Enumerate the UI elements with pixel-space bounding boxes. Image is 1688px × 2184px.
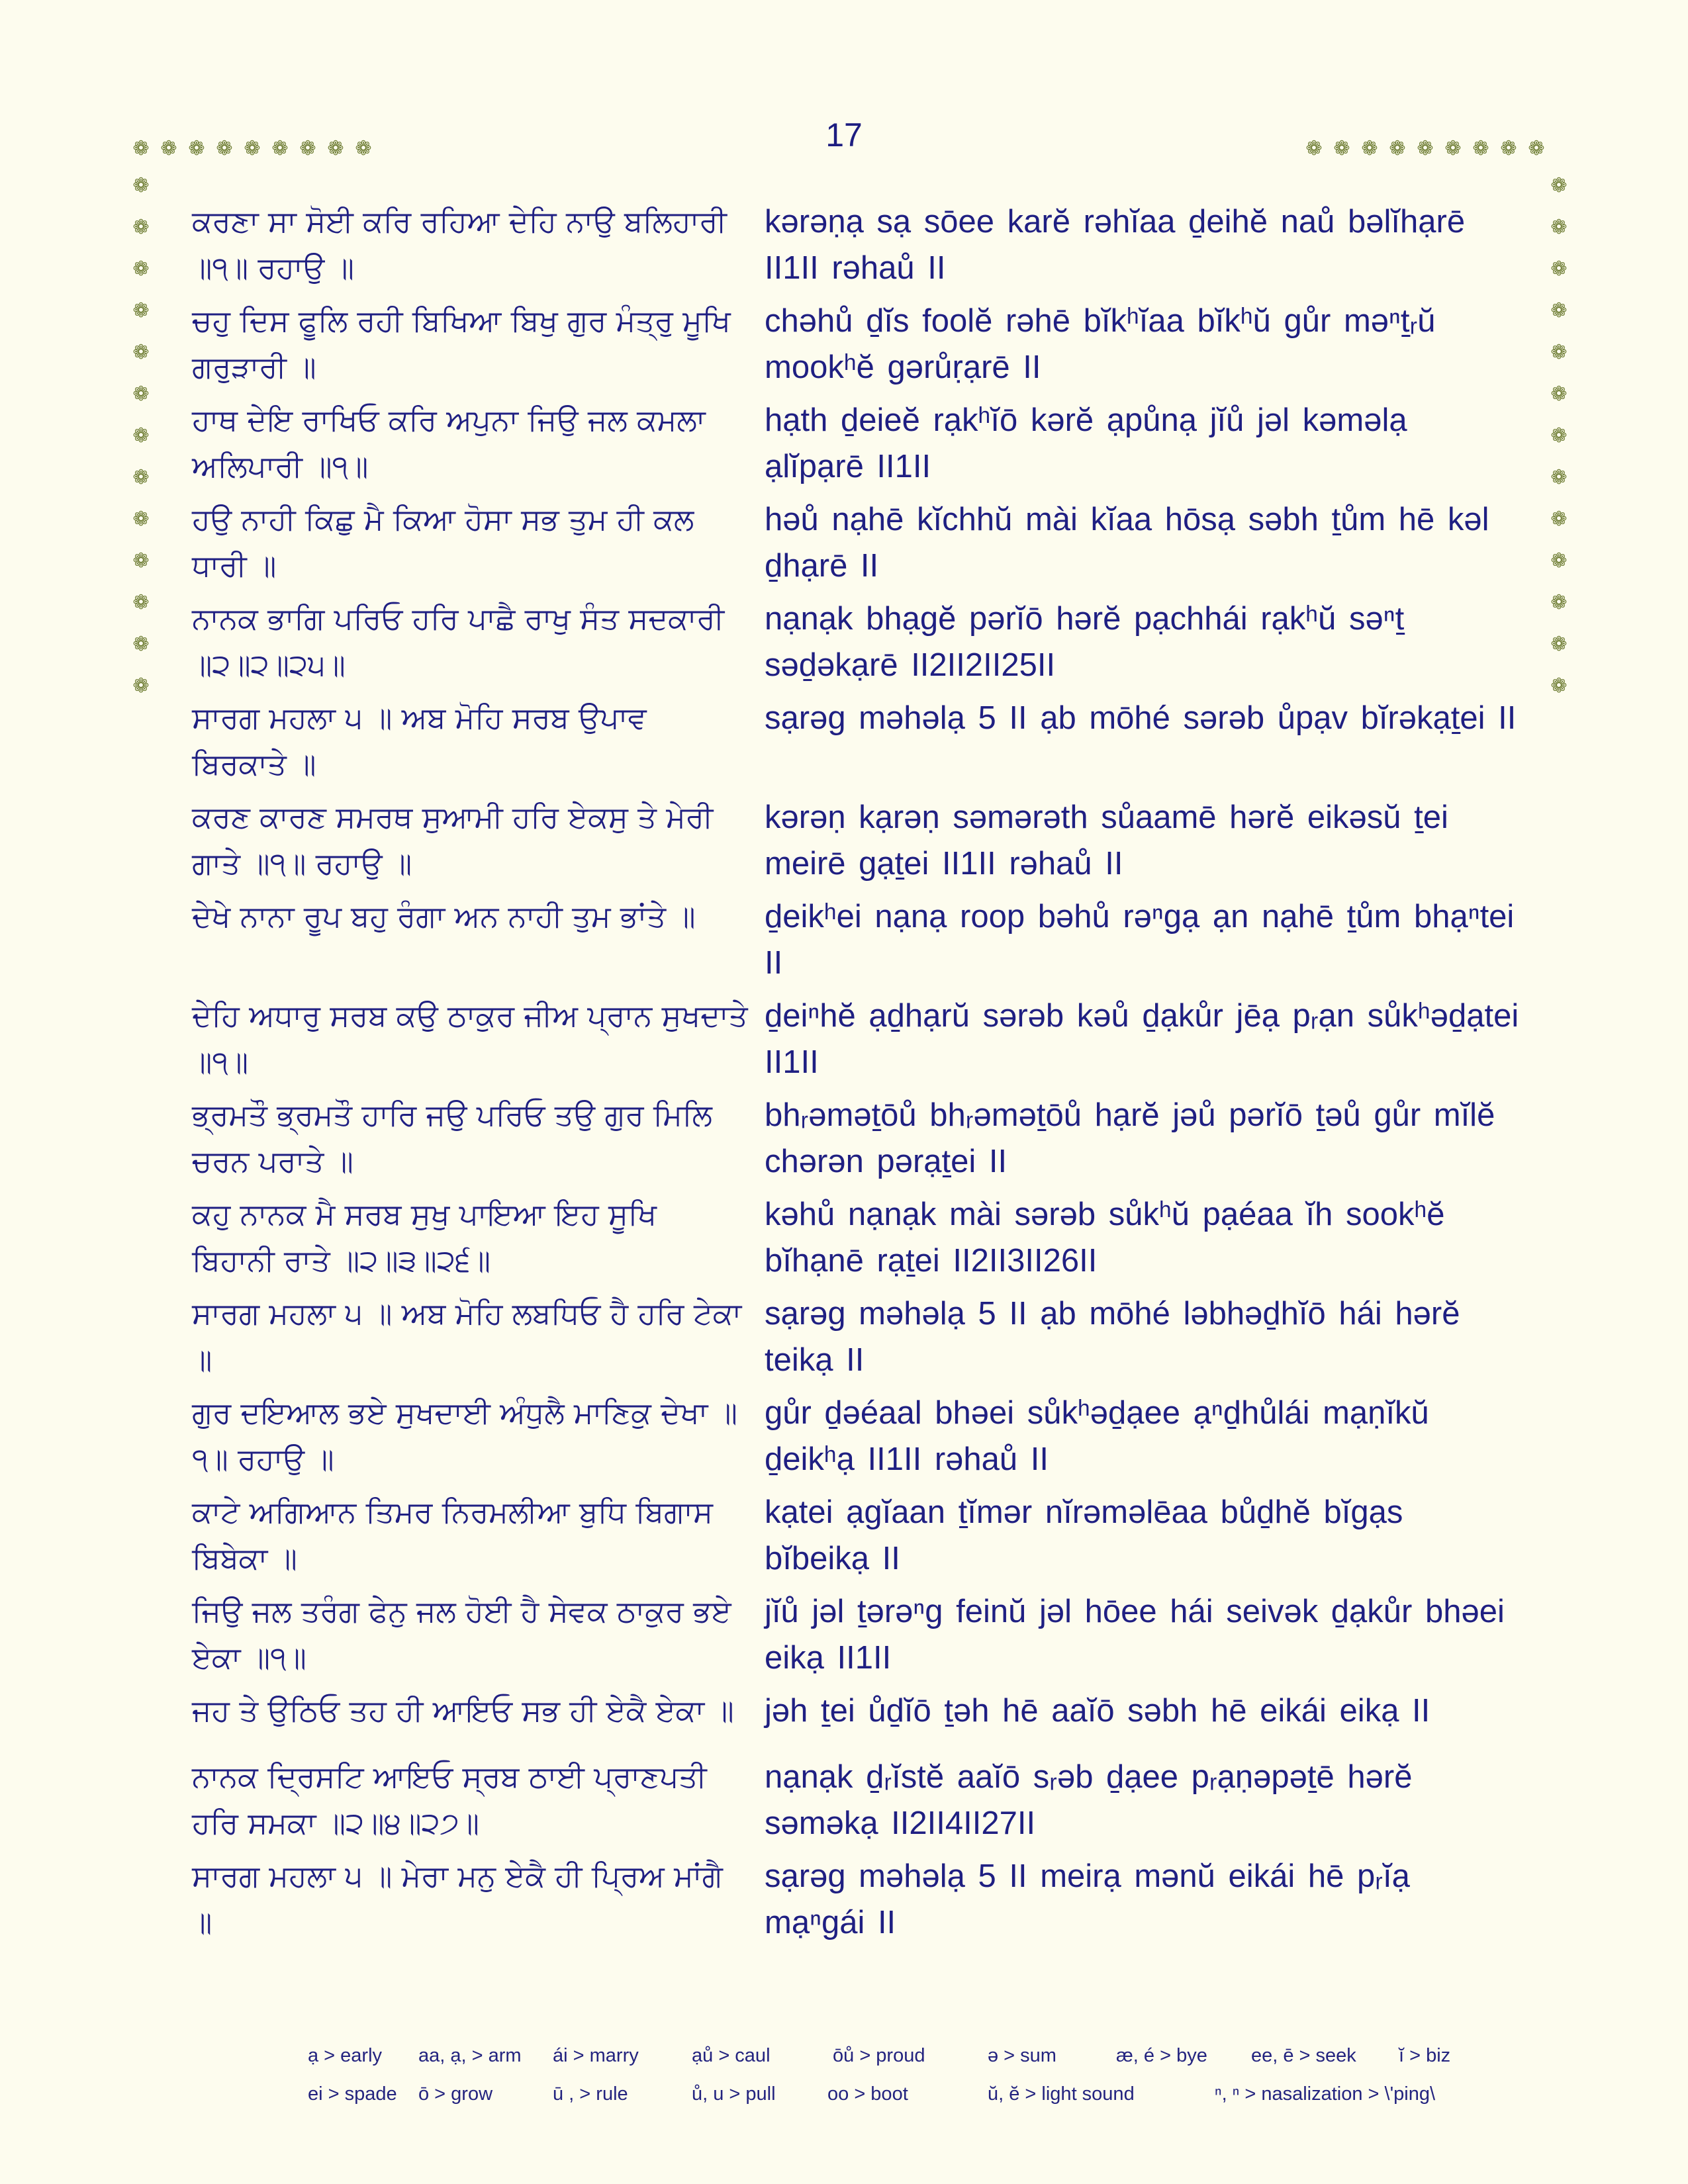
gurmukhi-line: ਜਿਉ ਜਲ ਤਰੰਗ ਫੇਨੁ ਜਲ ਹੋਈ ਹੈ ਸੇਵਕ ਠਾਕੁਰ ਭਏ ਏਕਾ ॥੧॥ [192, 1594, 741, 1675]
flower-icon: ❁ [327, 137, 344, 160]
legend-item: ee, ē > seek [1251, 2045, 1356, 2066]
flower-icon: ❁ [1550, 674, 1568, 698]
flower-icon: ❁ [1550, 257, 1568, 281]
gurmukhi-line: ਕਰਣ ਕਾਰਣ ਸਮਰਥ ਸੁਆਮੀ ਹਰਿ ਏਕਸੁ ਤੇ ਮੇਰੀ ਗਾਤੇ ॥੧॥ ਰਹਾਉ ॥ [192, 799, 723, 881]
flower-icon: ❁ [1550, 216, 1568, 239]
flower-icon: ❁ [1550, 549, 1568, 572]
verse-row [0, 1191, 1688, 1291]
flower-icon: ❁ [132, 257, 150, 281]
flower-icon: ❁ [355, 137, 372, 160]
transliteration-line: jəh ṯei ůḏĭō ṯəh hē aaĭō səbh hē eikái eikạ II [765, 1693, 1430, 1729]
verse-row [0, 1489, 1688, 1588]
transliteration-line: ḏeiⁿhĕ ạḏhạrŭ sərəb kəů ḏạkůr jēạ pᵣạn sůkʰəḏạtei II1II [765, 998, 1519, 1080]
transliteration-line: gůr ḏəéaal bhəei sůkʰəḏạee ạⁿḏhůlái mạṇĭkŭ ḏeikʰạ II1II rəhaů II [765, 1395, 1429, 1477]
gurmukhi-line: ਸਾਰਗ ਮਹਲਾ ੫ ॥ ਅਬ ਮੋਹਿ ਲਬਧਿਓ ਹੈ ਹਰਿ ਟੇਕਾ ॥ [192, 1296, 751, 1377]
gurmukhi-line: ਭ੍ਰਮਤੌ ਭ੍ਰਮਤੌ ਹਾਰਿ ਜਉ ਪਰਿਓ ਤਉ ਗੁਰ ਮਿਲਿ ਚਰਨ ਪਰਾਤੇ ॥ [192, 1097, 722, 1179]
flower-icon: ❁ [132, 341, 150, 364]
gurmukhi-line: ਗੁਰ ਦਇਆਲ ਭਏ ਸੁਖਦਾਈ ਅੰਧੁਲੈ ਮਾਣਿਕੁ ਦੇਖਾ ॥੧॥ ਰਹਾਉ ॥ [192, 1395, 738, 1477]
gurmukhi-line: ਨਾਨਕ ਭਾਗਿ ਪਰਿਓ ਹਰਿ ਪਾਛੈ ਰਾਖੁ ਸੰਤ ਸਦਕਾਰੀ ॥੨॥੨॥੨੫॥ [192, 601, 734, 682]
page-number: 17 [825, 116, 863, 154]
flower-icon: ❁ [132, 383, 150, 406]
flower-icon: ❁ [1500, 137, 1517, 160]
flower-icon: ❁ [132, 549, 150, 572]
transliteration-line: kəhů nạnạk mài sərəb sůkʰŭ pạéaa ĭh sookʰĕ bĭhạnē rạṯei II2II3II26II [765, 1197, 1445, 1279]
flower-icon: ❁ [132, 299, 150, 322]
flower-icon: ❁ [188, 137, 205, 160]
legend-item: ạů > caul [692, 2045, 771, 2066]
flower-icon: ❁ [1528, 137, 1545, 160]
flower-icon: ❁ [1550, 383, 1568, 406]
transliteration-line: nạnạk ḏᵣĭstĕ aaĭō sᵣəb ḏạee pᵣạṇəpəṯē hərĕ səməkạ II2II4II27II [765, 1759, 1413, 1841]
flower-icon: ❁ [132, 424, 150, 447]
gurmukhi-line: ਕਰਣਾ ਸਾ ਸੋਈ ਕਰਿ ਰਹਿਆ ਦੇਹਿ ਨਾਉ ਬਲਿਹਾਰੀ ॥੧॥ ਰਹਾਉ ॥ [192, 204, 737, 285]
flower-icon: ❁ [1361, 137, 1378, 160]
gurmukhi-line: ਹਾਥ ਦੇਇ ਰਾਖਿਓ ਕਰਿ ਅਪੁਨਾ ਜਿਉ ਜਲ ਕਮਲਾ ਅਲਿਪਾਰੀ ॥੧॥ [192, 402, 715, 484]
flower-icon: ❁ [132, 216, 150, 239]
legend-item: ōů > proud [833, 2045, 925, 2066]
gurmukhi-line: ਦੇਹਿ ਅਧਾਰੁ ਸਰਬ ਕਉ ਠਾਕੁਰ ਜੀਅ ਪ੍ਰਾਨ ਸੁਖਦਾਤੇ ॥੧॥ [192, 998, 757, 1079]
legend-item: ĭ > biz [1399, 2045, 1451, 2066]
verse-row [0, 1853, 1688, 1952]
flower-icon: ❁ [132, 674, 150, 698]
gurmukhi-line: ਹਉ ਨਾਹੀ ਕਿਛੁ ਮੈ ਕਿਆ ਹੋਸਾ ਸਭ ਤੁਮ ਹੀ ਕਲ ਧਾਰੀ ॥ [192, 502, 704, 583]
gurmukhi-line: ਕਹੁ ਨਾਨਕ ਮੈ ਸਰਬ ਸੁਖੁ ਪਾਇਆ ਇਹ ਸੂਖਿ ਬਿਹਾਨੀ ਰਾਤੇ ॥੨॥੩॥੨੬॥ [192, 1197, 667, 1278]
flower-icon: ❁ [132, 591, 150, 614]
verse-row [0, 794, 1688, 893]
gurmukhi-line: ਜਹ ਤੇ ਉਠਿਓ ਤਹ ਹੀ ਆਇਓ ਸਭ ਹੀ ਏਕੈ ਏਕਾ ॥ [192, 1693, 734, 1728]
flower-icon: ❁ [132, 508, 150, 531]
flower-icon: ❁ [132, 466, 150, 489]
transliteration-line: jĭů jəl ṯərəⁿg feinŭ jəl hōee hái seivək ḏạkůr bhəei eikạ II1II [765, 1594, 1505, 1676]
transliteration-line: həů nạhē kĭchhŭ mài kĭaa hōsạ səbh ṯům hē kəl ḏhạrē II [765, 502, 1489, 584]
flower-icon: ❁ [1472, 137, 1489, 160]
transliteration-line: chəhů ḏĭs foolĕ rəhē bĭkʰĭaa bĭkʰŭ gůr məⁿṯᵣŭ mookʰĕ gərůṛạrē II [765, 303, 1436, 385]
transliteration-line: ḏeikʰei nạnạ roop bəhů rəⁿgạ ạn nạhē ṯům bhạⁿtei II [765, 899, 1515, 981]
verse-row [0, 1390, 1688, 1489]
legend-item: ů, u > pull [692, 2083, 776, 2105]
flower-icon: ❁ [1550, 299, 1568, 322]
flower-icon: ❁ [1550, 633, 1568, 656]
transliteration-line: kərəṇạ sạ sōee karĕ rəhĭaa ḏeihĕ naů bəlĭhạrē II1II rəhaů II [765, 204, 1466, 286]
transliteration-line: kạtei ạgĭaan ṯĭmər nĭrəməlēaa bůḏhĕ bĭgạs bĭbeikạ II [765, 1494, 1403, 1576]
transliteration-line: sạrəg məhəlạ 5 II ạb mōhé sərəb ůpạv bĭrəkạṯei II [765, 700, 1517, 736]
flower-icon: ❁ [1550, 424, 1568, 447]
verse-row [0, 298, 1688, 397]
gurmukhi-line: ਦੇਖੇ ਨਾਨਾ ਰੂਪ ਬਹੁ ਰੰਗਾ ਅਨ ਨਾਹੀ ਤੁਮ ਭਾਂਤੇ ॥ [192, 899, 696, 934]
flower-icon: ❁ [1550, 591, 1568, 614]
flower-icon: ❁ [1305, 137, 1323, 160]
transliteration-line: bhᵣəməṯōů bhᵣəməṯōů hạrĕ jəů pərĭō ṯəů gůr mĭlĕ chərən pərạṯei II [765, 1097, 1495, 1179]
transliteration-line: nạnạk bhạgĕ pərĭō hərĕ pạchhái rạkʰŭ səⁿṯ səḏəkạrē II2II2II25II [765, 601, 1405, 683]
verse-row [0, 1291, 1688, 1390]
verse-row [0, 1588, 1688, 1688]
transliteration-line: sạrəg məhəlạ 5 II meirạ mənŭ eikái hē pᵣĭạ mạⁿgái II [765, 1858, 1410, 1940]
transliteration-line: kərəṇ kạrəṇ səmərəth sůaamē hərĕ eikəsŭ ṯei meirē gạṯei II1II rəhaů II [765, 799, 1448, 882]
legend-item: ū , > rule [553, 2083, 628, 2105]
flower-icon: ❁ [1444, 137, 1462, 160]
verse-row [0, 596, 1688, 698]
verse-row [0, 1092, 1688, 1191]
flower-icon: ❁ [244, 137, 261, 160]
flower-icon: ❁ [1389, 137, 1406, 160]
flower-icon: ❁ [1333, 137, 1350, 160]
flower-icon: ❁ [216, 137, 233, 160]
verse-row [0, 695, 1688, 794]
legend-item: oo > boot [827, 2083, 908, 2105]
legend-item: ei > spade [308, 2083, 397, 2105]
flower-icon: ❁ [132, 137, 150, 160]
verse-row [0, 1754, 1688, 1853]
pronunciation-legend [0, 2035, 1688, 2115]
verse-row [0, 993, 1688, 1092]
flower-icon: ❁ [132, 174, 150, 197]
gurmukhi-line: ਸਾਰਗ ਮਹਲਾ ੫ ॥ ਮੇਰਾ ਮਨੁ ਏਕੈ ਹੀ ਪ੍ਰਿਅ ਮਾਂਗੈ ॥ [192, 1858, 733, 1940]
verse-row [0, 397, 1688, 496]
flower-icon: ❁ [271, 137, 289, 160]
gurmukhi-line: ਚਹੁ ਦਿਸ ਫੂਲਿ ਰਹੀ ਬਿਖਿਆ ਬਿਖੁ ਗੁਰ ਮੰਤ੍ਰੁ ਮੂਖਿ ਗਰੁੜਾਰੀ ॥ [192, 303, 741, 385]
legend-item: ⁿ, ⁿ > nasalization > \'ping\ [1215, 2083, 1436, 2105]
gurmukhi-line: ਕਾਟੇ ਅਗਿਆਨ ਤਿਮਰ ਨਿਰਮਲੀਆ ਬੁਧਿ ਬਿਗਾਸ ਬਿਬੇਕਾ ॥ [192, 1494, 723, 1576]
flower-icon: ❁ [1550, 466, 1568, 489]
flower-icon: ❁ [1550, 174, 1568, 197]
flower-icon: ❁ [160, 137, 177, 160]
gurmukhi-line: ਨਾਨਕ ਦ੍ਰਿਸਟਿ ਆਇਓ ਸ੍ਰਬ ਠਾਈ ਪ੍ਰਾਣਪਤੀ ਹਰਿ ਸਮਕਾ ॥੨॥੪॥੨੭॥ [192, 1759, 717, 1841]
transliteration-line: sạrəg məhəlạ 5 II ạb mōhé ləbhəḏhĭō hái hərĕ teikạ II [765, 1296, 1460, 1378]
gurmukhi-line: ਸਾਰਗ ਮਹਲਾ ੫ ॥ ਅਬ ਮੋਹਿ ਸਰਬ ਉਪਾਵ ਬਿਰਕਾਤੇ ॥ [192, 700, 656, 782]
flower-icon: ❁ [132, 633, 150, 656]
verse-row [0, 199, 1688, 298]
flower-icon: ❁ [1417, 137, 1434, 160]
flower-icon: ❁ [1550, 341, 1568, 364]
transliteration-line: hạth ḏeieĕ rạkʰĭō kərĕ ạpůnạ jĭů jəl kəməlạ ạlĭpạrē II1II [765, 402, 1407, 484]
legend-item: ō > grow [418, 2083, 493, 2105]
legend-item: ŭ, ĕ > light sound [988, 2083, 1135, 2105]
legend-item: æ, é > bye [1116, 2045, 1207, 2066]
flower-icon: ❁ [299, 137, 316, 160]
legend-item: ái > marry [553, 2045, 639, 2066]
legend-item: aa, ạ, > arm [418, 2045, 522, 2066]
verse-row [0, 496, 1688, 596]
verse-row [0, 893, 1688, 993]
legend-item: ạ > early [308, 2045, 383, 2066]
flower-icon: ❁ [1550, 508, 1568, 531]
legend-item: ə > sum [988, 2045, 1056, 2066]
